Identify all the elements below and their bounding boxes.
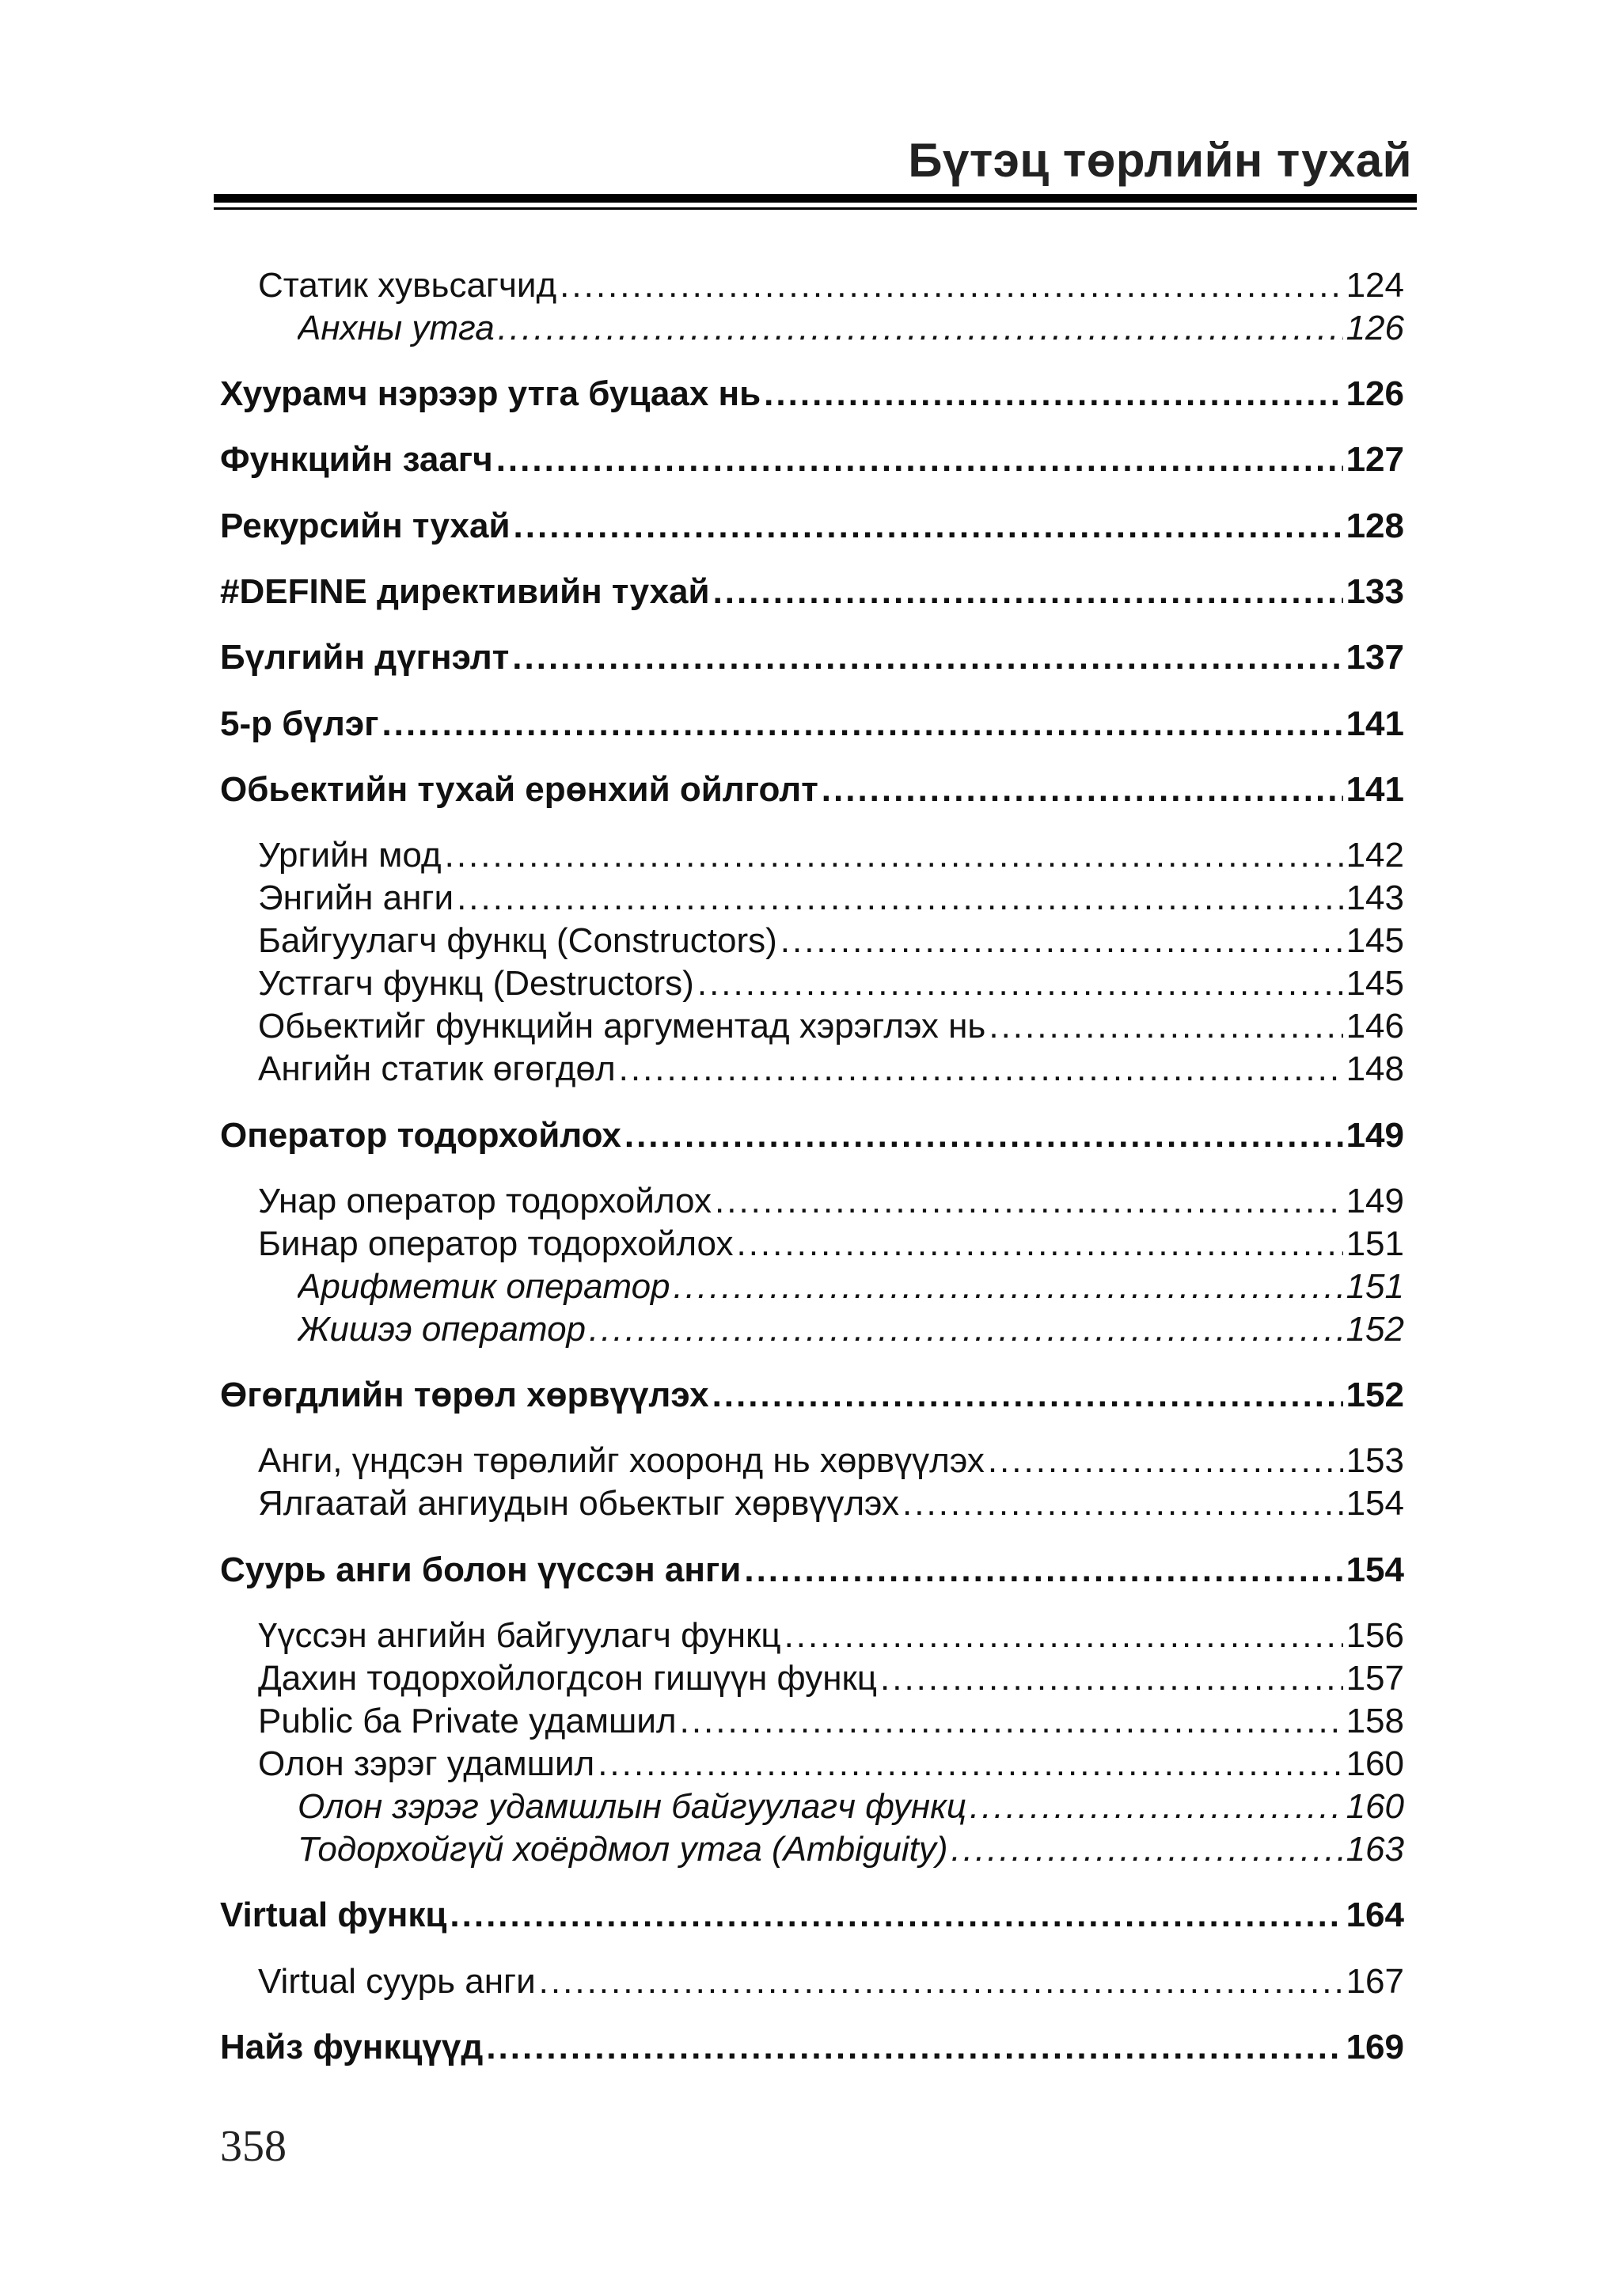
toc-entry-page: 153 xyxy=(1346,1441,1404,1480)
toc-entry-title: #DEFINE директивийн тухай xyxy=(220,572,710,611)
toc-entry-page: 142 xyxy=(1346,836,1404,875)
toc-leader-dots xyxy=(680,1702,1343,1741)
toc-entry-page: 151 xyxy=(1346,1224,1404,1263)
toc-leader-dots xyxy=(445,836,1343,875)
toc-entry xyxy=(258,1441,1404,1481)
toc-entry-page: 149 xyxy=(1346,1182,1404,1220)
toc-entry-title: Ургийн мод xyxy=(258,836,442,875)
toc-leader-dots xyxy=(902,1484,1343,1524)
toc-leader-dots xyxy=(989,1007,1342,1046)
toc-leader-dots xyxy=(784,1616,1343,1656)
toc-entry-page: 148 xyxy=(1346,1049,1404,1088)
toc-entry-title: Оператор тодорхойлох xyxy=(220,1116,621,1155)
toc-leader-dots xyxy=(780,921,1343,961)
toc-leader-dots xyxy=(539,1962,1343,2002)
toc-entry xyxy=(220,704,1404,744)
toc-leader-dots xyxy=(514,507,1343,546)
toc-leader-dots xyxy=(598,1744,1342,1784)
toc-entry-title: Найз функцүүд xyxy=(220,2028,484,2066)
toc-entry xyxy=(258,1702,1404,1741)
toc-leader-dots xyxy=(697,964,1343,1004)
toc-entry xyxy=(220,1896,1404,1935)
toc-entry-page: 154 xyxy=(1346,1484,1404,1523)
toc-leader-dots xyxy=(764,374,1342,414)
toc-entry-title: Унар оператор тодорхойлох xyxy=(258,1182,712,1220)
toc-leader-dots xyxy=(715,1182,1343,1221)
toc-leader-dots xyxy=(498,309,1343,348)
toc-entry xyxy=(220,1376,1404,1415)
toc-entry-page: 154 xyxy=(1346,1550,1404,1589)
toc-leader-dots xyxy=(822,770,1343,810)
toc-entry-page: 141 xyxy=(1346,770,1404,809)
toc-entry xyxy=(298,1267,1404,1307)
toc-leader-dots xyxy=(496,440,1343,480)
toc-entry-title: Олон зэрэг удамшлын байгуулагч функц xyxy=(298,1787,967,1826)
toc-leader-dots xyxy=(619,1049,1343,1089)
toc-leader-dots xyxy=(674,1267,1343,1307)
toc-entry-page: 151 xyxy=(1346,1267,1404,1306)
toc-entry xyxy=(220,2028,1404,2067)
toc-entry xyxy=(258,1484,1404,1524)
toc-entry-title: Ангийн статик өгөгдөл xyxy=(258,1049,616,1088)
toc-entry xyxy=(258,836,1404,875)
toc-entry xyxy=(258,1182,1404,1221)
toc-entry xyxy=(298,1787,1404,1827)
toc-entry-page: 141 xyxy=(1346,704,1404,743)
toc-entry-title: Бүлгийн дүгнэлт xyxy=(220,638,510,677)
toc-entry-page: 158 xyxy=(1346,1702,1404,1740)
toc-leader-dots xyxy=(450,1896,1342,1935)
toc-entry-title: Обьектийн тухай ерөнхий ойлголт xyxy=(220,770,818,809)
toc-entry-page: 124 xyxy=(1346,266,1404,305)
page-number: 358 xyxy=(220,2122,287,2171)
toc-leader-dots xyxy=(512,638,1342,677)
toc-entry-title: Үүссэн ангийн байгуулагч функц xyxy=(258,1616,781,1655)
toc-entry-page: 160 xyxy=(1346,1787,1404,1826)
toc-entry-page: 156 xyxy=(1346,1616,1404,1655)
toc-leader-dots xyxy=(486,2028,1342,2067)
running-header-title: Бүтэц төрлийн тухай xyxy=(908,134,1412,187)
toc-entry xyxy=(220,638,1404,677)
toc-entry-title: Бинар оператор тодорхойлох xyxy=(258,1224,734,1263)
toc-leader-dots xyxy=(736,1224,1342,1264)
toc-entry xyxy=(220,1550,1404,1590)
toc-entry xyxy=(258,1007,1404,1046)
toc-leader-dots xyxy=(712,1376,1343,1415)
toc-leader-dots xyxy=(713,572,1343,612)
toc-leader-dots xyxy=(951,1830,1343,1869)
toc-entry-title: Устгагч функц (Destructors) xyxy=(258,964,694,1003)
toc-leader-dots xyxy=(744,1550,1342,1590)
toc-leader-dots xyxy=(988,1441,1343,1481)
toc-entry xyxy=(220,1116,1404,1156)
toc-entry-title: Функцийн заагч xyxy=(220,440,493,479)
toc-entry-title: Энгийн анги xyxy=(258,879,454,917)
toc-entry-page: 152 xyxy=(1346,1376,1404,1414)
toc-entry xyxy=(220,374,1404,414)
toc-entry-title: Жишээ оператор xyxy=(298,1310,587,1349)
toc-entry-page: 157 xyxy=(1346,1659,1404,1698)
toc-entry-title: Virtual суурь анги xyxy=(258,1962,536,2001)
toc-entry xyxy=(258,1744,1404,1784)
toc-leader-dots xyxy=(382,704,1342,744)
toc-entry-title: Дахин тодорхойлогдсон гишүүн функц xyxy=(258,1659,877,1698)
toc-entry-page: 137 xyxy=(1346,638,1404,677)
toc-entry-page: 126 xyxy=(1346,309,1404,347)
toc-entry-title: Өгөгдлийн төрөл хөрвүүлэх xyxy=(220,1376,709,1414)
toc-entry-page: 145 xyxy=(1346,964,1404,1003)
toc-leader-dots xyxy=(457,879,1343,918)
toc-entry-page: 160 xyxy=(1346,1744,1404,1783)
toc-entry-title: Тодорхойгүй хоёрдмол утга (Ambiguity) xyxy=(298,1830,948,1869)
toc-entry-title: Ялгаатай ангиудын обьектыг хөрвүүлэх xyxy=(258,1484,900,1523)
toc-entry-title: Суурь анги болон үүссэн анги xyxy=(220,1550,742,1589)
toc-entry-page: 149 xyxy=(1346,1116,1404,1155)
toc-entry-page: 167 xyxy=(1346,1962,1404,2001)
toc-entry xyxy=(220,507,1404,546)
toc-entry-page: 169 xyxy=(1346,2028,1404,2066)
toc-entry xyxy=(258,921,1404,961)
toc-entry-title: Олон зэрэг удамшил xyxy=(258,1744,595,1783)
toc-entry xyxy=(258,1659,1404,1698)
toc-entry-title: Арифметик оператор xyxy=(298,1267,670,1306)
toc-entry-title: Virtual функц xyxy=(220,1896,447,1934)
toc-entry-title: Анхны утга xyxy=(298,309,495,347)
toc-entry-title: Статик хувьсагчид xyxy=(258,266,557,305)
toc-entry-page: 127 xyxy=(1346,440,1404,479)
toc-entry-page: 146 xyxy=(1346,1007,1404,1046)
toc-entry-page: 128 xyxy=(1346,507,1404,545)
toc-entry-page: 145 xyxy=(1346,921,1404,960)
toc-entry-page: 133 xyxy=(1346,572,1404,611)
toc-entry-title: Рекурсийн тухай xyxy=(220,507,511,545)
toc-entry-page: 164 xyxy=(1346,1896,1404,1934)
toc-entry xyxy=(258,266,1404,306)
toc-leader-dots xyxy=(624,1116,1343,1156)
toc-leader-dots xyxy=(589,1310,1343,1349)
toc-entry-page: 152 xyxy=(1346,1310,1404,1349)
toc-entry xyxy=(298,1310,1404,1349)
toc-entry-page: 163 xyxy=(1346,1830,1404,1869)
toc-leader-dots xyxy=(560,266,1342,306)
toc-entry xyxy=(298,1830,1404,1869)
toc-entry-title: Public ба Private удамшил xyxy=(258,1702,677,1740)
toc-entry-title: 5-р бүлэг xyxy=(220,704,379,743)
toc-entry-page: 143 xyxy=(1346,879,1404,917)
toc-entry xyxy=(220,440,1404,480)
toc-entry-title: Анги, үндсэн төрөлийг хооронд нь хөрвүүлэх xyxy=(258,1441,985,1480)
toc-entry xyxy=(258,964,1404,1004)
toc-entry xyxy=(220,770,1404,810)
toc-entry-title: Обьектийг функцийн аргументад хэрэглэх нь xyxy=(258,1007,986,1046)
toc-entry xyxy=(220,572,1404,612)
toc-entry-title: Байгуулагч функц (Constructors) xyxy=(258,921,777,960)
toc-entry-title: Хуурамч нэрээр утга буцаах нь xyxy=(220,374,761,413)
toc-entry xyxy=(258,1224,1404,1264)
toc-entry-page: 126 xyxy=(1346,374,1404,413)
toc-entry xyxy=(258,1616,1404,1656)
toc-entry xyxy=(298,309,1404,348)
toc-leader-dots xyxy=(880,1659,1343,1698)
toc-entry xyxy=(258,1049,1404,1089)
toc-entry xyxy=(258,879,1404,918)
toc-leader-dots xyxy=(970,1787,1343,1827)
toc-entry xyxy=(258,1962,1404,2002)
